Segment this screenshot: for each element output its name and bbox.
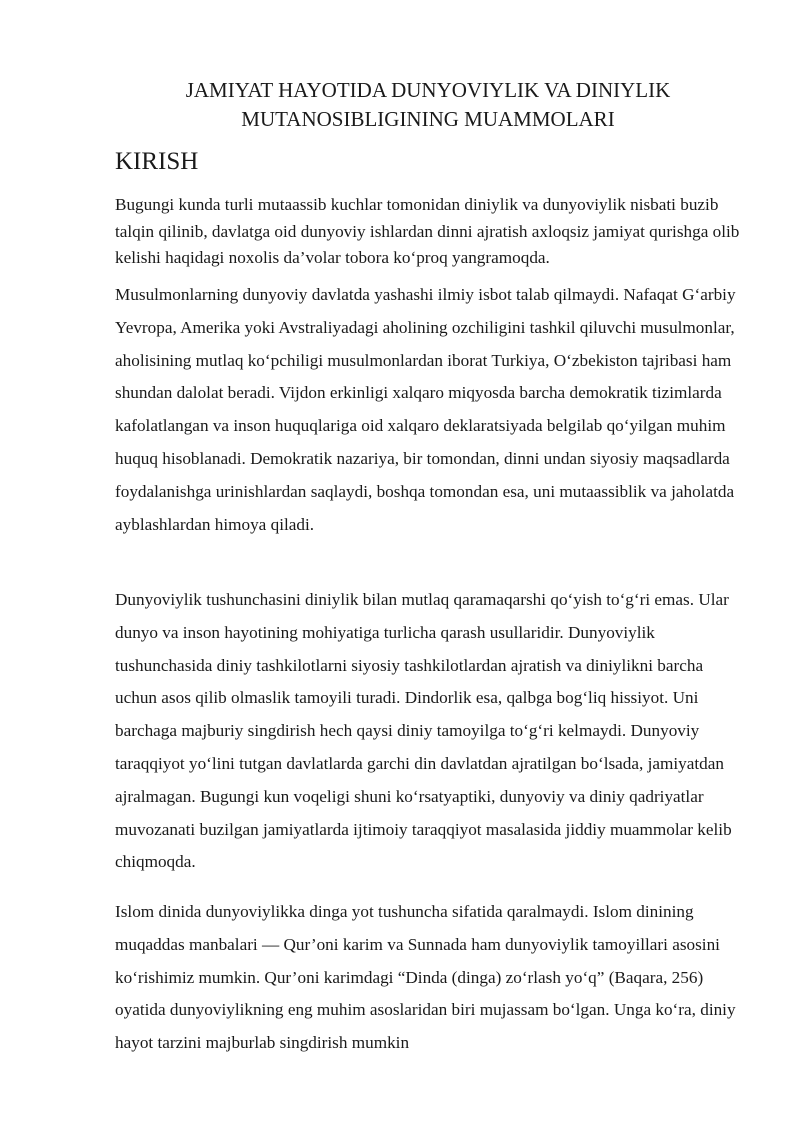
paragraph-4: Islom dinida dunyoviylikka dinga yot tushuncha sifatida qaralmaydi. Islom dinining muqaddas manbalari — Qur’oni karim va Sunnada ham dunyoviylik tamoyillari asosini ko‘rishimiz mumkin. Qur’oni karimdagi “Dinda (dinga) zo‘rlash yo‘q” (Baqara, 256) oyatida dunyoviylikning eng muhim asoslaridan biri mujassam bo‘lgan. Unga ko‘ra, diniy hayot tarzini majburlab singdirish mumkin	[115, 902, 736, 1053]
section-heading: KIRISH	[115, 148, 199, 175]
title-line-2: MUTANOSIBLIGINING MUAMMOLARI	[241, 107, 615, 131]
paragraph-2: Musulmonlarning dunyoviy davlatda yashashi ilmiy isbot talab qilmaydi. Nafaqat G‘arbiy Yevropa, Amerika yoki Avstraliyadagi aholining ozchiligini tashkil qiluvchi musulmonlar, aholisining mutlaq ko‘pchiligi musulmonlardan iborat Turkiya, O‘zbekiston tajribasi ham shundan dalolat beradi. Vijdon erkinligi xalqaro miqyosda barcha demokratik tizimlarda kafolatlangan va inson huquqlariga oid xalqaro deklaratsiyada belgilab qo‘yilgan muhim huquq hisoblanadi. Demokratik nazariya, bir tomondan, dinni undan siyosiy maqsadlarda foydalanishga urinishlardan saqlaydi, boshqa tomondan esa, uni mutaassiblik va jaholatda ayblashlardan himoya qiladi.	[115, 285, 736, 534]
document-title	[110, 76, 746, 134]
paragraph-1: Bugungi kunda turli mutaassib kuchlar tomonidan diniylik va dunyoviylik nisbati buzib talqin qilinib, davlatga oid dunyoviy ishlardan dinni ajratish axloqsiz jamiyat qurishga olib kelishi haqidagi noxolis da’volar tobora ko‘proq yangramoqda.	[115, 195, 740, 267]
paragraph-3: Dunyoviylik tushunchasini diniylik bilan mutlaq qaramaqarshi qo‘yish to‘g‘ri emas. Ular dunyo va inson hayotining mohiyatiga turlicha qarash usullaridir. Dunyoviylik tushunchasida diniy tashkilotlarni siyosiy tashkilotlardan ajratish va diniylikni barcha uchun asos qilib olmaslik tamoyili turadi. Dindorlik esa, qalbga bog‘liq hissiyot. Uni barchaga majburiy singdirish hech qaysi diniy tamoyilga to‘g‘ri kelmaydi. Dunyoviy taraqqiyot yo‘lini tutgan davlatlarda garchi din davlatdan ajratilgan bo‘lsada, jamiyatdan ajralmagan. Bugungi kun voqeligi shuni ko‘rsatyaptiki, dunyoviy va diniy qadriyatlar muvozanati buzilgan jamiyatlarda ijtimoiy taraqqiyot masalasida jiddiy muammolar kelib chiqmoqda.	[115, 590, 732, 872]
title-line-1: JAMIYAT HAYOTIDA DUNYOVIYLIK VA DINIYLIK	[185, 78, 671, 102]
